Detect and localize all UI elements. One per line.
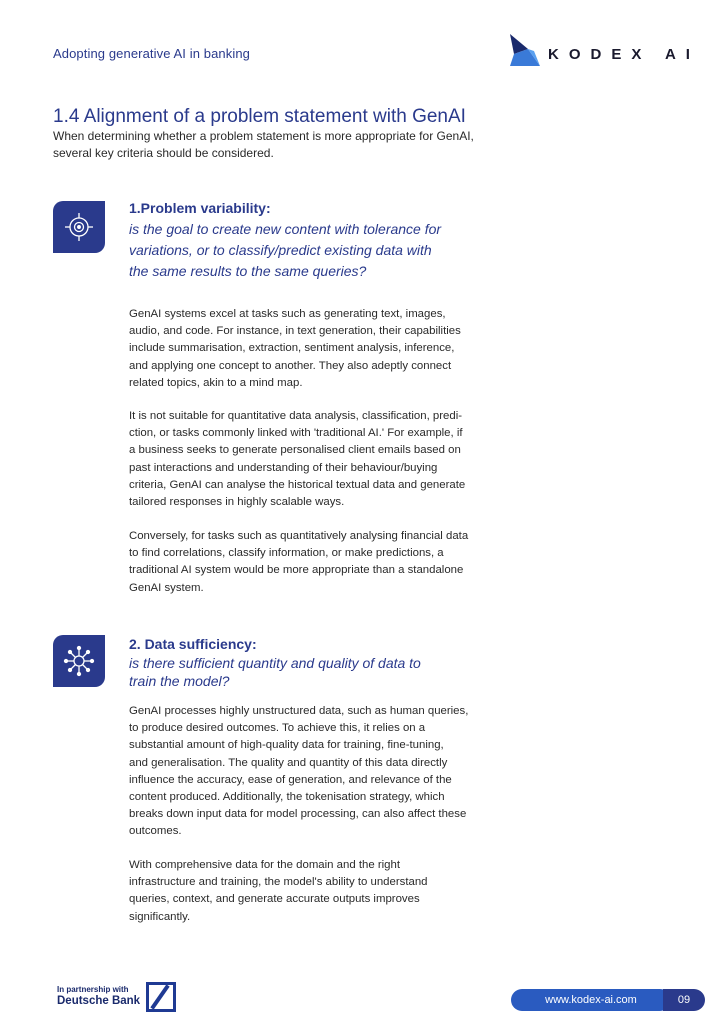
body-line: to produce desired outcomes. To achieve this, it relies on a <box>129 722 426 735</box>
body-line: GenAI systems excel at tasks such as generating text, images, <box>129 308 446 320</box>
body-line: influence the accuracy, ease of generation, and relevance of the <box>129 773 452 786</box>
problem-variability-icon-tile <box>53 201 105 253</box>
body-line: breaks down input data for model processing, can also affect these <box>129 808 467 821</box>
deutsche-bank-slash <box>150 984 169 1009</box>
section-title: 1.4 Alignment of a problem statement with GenAI <box>53 106 466 127</box>
body-line: GenAI system. <box>129 581 204 594</box>
criterion-1-paragraph-1 <box>129 306 521 392</box>
section-intro <box>53 128 523 162</box>
body-line: traditional AI system would be more appropriate than a standalone <box>129 564 464 577</box>
body-line: significantly. <box>129 910 191 923</box>
intro-line: When determining whether a problem statement is more appropriate for GenAI, <box>53 129 474 143</box>
criterion-1-title: 1.Problem variability: <box>129 200 271 216</box>
intro-line: several key criteria should be considered. <box>53 146 274 160</box>
kodex-logo <box>506 34 700 68</box>
document-header-title: Adopting generative AI in banking <box>53 46 250 61</box>
body-line: infrastructure and training, the model's ability to understand <box>129 876 428 889</box>
criterion-1-paragraph-3 <box>129 528 521 597</box>
kodex-logo-mark-icon <box>506 34 542 68</box>
criterion-2-title: 2. Data sufficiency: <box>129 636 257 652</box>
website-link[interactable]: www.kodex-ai.com <box>511 989 671 1011</box>
body-line: outcomes. <box>129 825 182 838</box>
criterion-1-paragraph-2 <box>129 408 521 511</box>
body-line: a business seeks to generate personalised client emails based on <box>129 444 461 457</box>
criterion-2-paragraph-2 <box>129 857 521 926</box>
body-line: related topics, akin to a mind map. <box>129 376 303 389</box>
body-line: tailored responses in highly scalable ways. <box>129 496 345 509</box>
question-line: train the model? <box>129 673 230 689</box>
target-brain-icon <box>63 211 95 243</box>
data-sufficiency-icon-tile <box>53 635 105 687</box>
body-line: and applying one concept to another. They also adeptly connect <box>129 359 452 372</box>
body-line: include summarisation, extraction, sentiment analysis, inference, <box>129 342 455 355</box>
body-line: and generalisation. The quality and quantity of this data directly <box>129 756 448 769</box>
criterion-2-question <box>129 654 421 690</box>
body-line: ction, or tasks commonly linked with 'traditional AI.' For example, if <box>129 427 463 440</box>
body-line: to find correlations, classify information, or make predictions, a <box>129 547 444 560</box>
body-line: With comprehensive data for the domain and the right <box>129 859 400 871</box>
partner-credit <box>57 985 140 1007</box>
criterion-2-paragraph-1 <box>129 703 521 841</box>
logo-wordmark: KODEX AI <box>548 46 700 63</box>
criterion-1-question <box>129 219 441 282</box>
question-line: the same results to the same queries? <box>129 263 367 279</box>
body-line: Conversely, for tasks such as quantitatively analysing financial data <box>129 530 469 542</box>
question-line: is there sufficient quantity and quality of data to <box>129 655 421 671</box>
body-line: GenAI processes highly unstructured data, such as human queries, <box>129 705 469 717</box>
body-line: past interactions and understanding of their behaviour/buying <box>129 461 438 474</box>
body-line: queries, context, and generate accurate outputs improves <box>129 893 420 906</box>
body-line: substantial amount of high-quality data for training, fine-tuning, <box>129 739 444 752</box>
page-number: 09 <box>663 989 705 1011</box>
question-line: variations, or to classify/predict existing data with <box>129 242 432 258</box>
body-line: audio, and code. For instance, in text generation, their capabilities <box>129 325 461 338</box>
partner-name: Deutsche Bank <box>57 995 141 1007</box>
question-line: is the goal to create new content with tolerance for <box>129 221 442 237</box>
body-line: It is not suitable for quantitative data analysis, classification, predi- <box>129 410 463 422</box>
deutsche-bank-logo-icon <box>146 982 176 1012</box>
partner-label: In partnership with <box>57 985 129 994</box>
body-line: criteria, GenAI can analyse the historical textual data and generate <box>129 478 466 491</box>
body-line: content produced. Additionally, the tokenisation strategy, which <box>129 791 445 804</box>
network-hub-icon <box>63 645 95 677</box>
